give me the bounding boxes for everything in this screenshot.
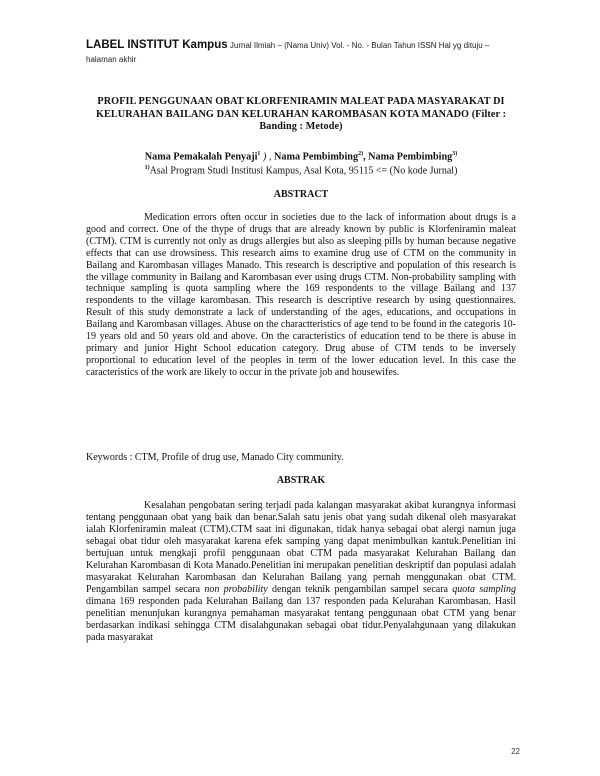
author-2-name: Nama Pembimbing [274,151,359,163]
paper-title: PROFIL PENGGUNAAN OBAT KLORFENIRAMIN MALEAT PADA MASYARAKAT DI KELURAHAN BAILANG DAN KELURAHAN KAROMBASAN KOTA MANADO (Filter : Banding : Metode) [95,96,507,132]
author-separator-1: ) , [260,151,275,163]
author-3-sup: 3) [452,151,458,157]
abstrak-text-1: Kesalahan pengobatan sering terjadi pada kalangan masyarakat akibat kurangnya informasi tentang penggunaan obat yang baik dan benar.Salah satu jenis obat yang sudah dikenal oleh masyarakat ialah Klorfeniramin maleat (CTM).CTM saat ini digunakan, tidak hanya sebagai obat alergi namun juga sebagai obat tidur oleh masyarakat karena efek samping yang dapat menimbulkan kantuk.Penelitian ini bertujuan untuk mengkaji profil penggunaan obat CTM pada masyarakat Kelurahan Bailang dan Kelurahan Karombasan di Kota Manado.Penelitian ini merupakan penelitian deskriptif dan populasi adalah masyarakat Kelurahan Karombasan dan Kelurahan Bailang yang pernah menggunakan obat CTM. Pengambilan sampel secara [86,500,516,595]
affiliation-sup: 1) [144,165,150,171]
keywords: Keywords : CTM, Profile of drug use, Manado City community. [86,452,344,463]
abstrak-heading: ABSTRAK [276,475,326,486]
affiliation-text: Asal Program Studi Institusi Kampus, Asal Kota, 95115 <= (No kode Jurnal) [149,165,458,177]
author-1-name: Nama Pemakalah Penyaji [144,151,258,163]
abstract-heading: ABSTRACT [273,189,329,200]
abstract-text: Medication errors often occur in societies due to the lack of information about drugs is a good and correct. One of the thype of drugs that are already known by public is Klorfeniramin maleat (CTM). CTM is currently not only as drugs allergies but also as sleeping pills by human because negative effects that can use drowsiness. This research aims to examine drug use of CTM on the community in Bailang and Karombasan villages Manado. This research is descriptive and population of this research is the village community in Bailang and Karombasan ever using drugs CTM. Non-probability sampling with technique sampling is quota sampling where the 169 respondents to the village Bailang and 137 respondents to the village karombasan. This research is descriptive research by using questionnaires. Result of this study demonstrate a lack of understanding of the ages, educations, and occupations in Bailang and Karombasan villages. Abuse on the charactteristics of age tend to be found in the categoris 10-19 years old and 50 years old and above. On the caracteristics of education tend to be there is abuse in primary and junior Hight School education category. Drug abuse of CTM tends to be inversely proportional to education level of the peoples in term of the lower education level. In this case the caracteristics of the work are likely to occur in the private job and housewifes. [86,212,516,378]
abstrak-text-2: dengan teknik pengambilan sampel secara [267,584,453,595]
abstrak-text-3: dimana 169 responden pada Kelurahan Bailang dan 137 responden pada Kelurahan Karombasan. Hasil penelitian menunjukan kurangnya pemahaman masyarakat tentang penggunaan obat CTM yang benar berdasarkan indikasi sehingga CTM disalahgunakan sebagai obat tidur.Penyalahgunaan yang dilakukan pada masyarakat [86,596,516,643]
author-1-sup: 1 [257,151,261,157]
journal-info: Jurnal Ilmiah – (Nama Univ) Vol. - No. - Bulan Tahun ISSN Hal yg dituju – halaman akhir [86,41,490,64]
abstrak-italic-2: quota sampling [452,584,516,595]
page-number: 22 [511,747,520,756]
author-2-sup: 2) [358,151,364,157]
abstrak-paragraph [86,500,516,644]
institute-label: LABEL INSTITUT Kampus [86,39,228,51]
author-3-name: Nama Pembimbing [368,151,453,163]
abstrak-italic-1: non probability [204,584,268,595]
affiliation [86,162,516,177]
abstract-paragraph [86,212,516,379]
author-separator-2: , [363,151,369,163]
journal-header [86,38,516,67]
